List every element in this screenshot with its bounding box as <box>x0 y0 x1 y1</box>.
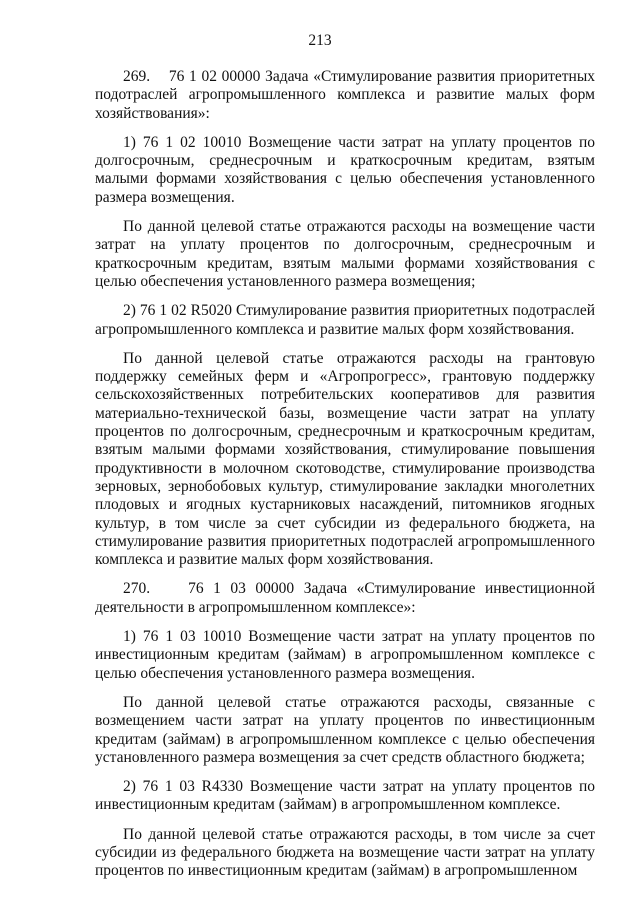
page-number: 213 <box>308 32 332 49</box>
item-76-1-03-10010: 1) 76 1 03 10010 Возмещение части затрат на уплату процентов по инвестиционным кредитам (займам) в агропромышленном комплексе с целью обеспечения установленного размера возмещения. <box>95 628 595 682</box>
document-body <box>95 68 595 892</box>
section-269-heading: 269. 76 1 02 00000 Задача «Стимулирование развития приоритетных подотраслей агропромышленного комплекса и развитие малых форм хозяйствования»: <box>95 68 595 122</box>
description-76-1-03-R4330: По данной целевой статье отражаются расходы, в том числе за счет субсидии из федерального бюджета на возмещение части затрат на уплату процентов по инвестиционным кредитам (займам) в агропромышленном <box>95 825 595 880</box>
item-76-1-02-10010: 1) 76 1 02 10010 Возмещение части затрат на уплату процентов по долгосрочным, среднесрочным и краткосрочным кредитам, взятым малыми формами хозяйствования с целью обеспечения установленного размера возмещения. <box>95 133 595 206</box>
description-76-1-03-10010: По данной целевой статье отражаются расходы, связанные с возмещением части затрат на уплату процентов по инвестиционным кредитам (займам) в агропромышленном комплексе с целью обеспечения установленного размера возмещения за счет средств областного бюджета; <box>95 693 595 766</box>
description-76-1-02-10010: По данной целевой статье отражаются расходы на возмещение части затрат на уплату процентов по долгосрочным, среднесрочным и краткосрочным кредитам, взятым малыми формами хозяйствования с целью обеспечения установленного размера возмещения; <box>95 218 595 290</box>
section-270-heading: 270. 76 1 03 00000 Задача «Стимулирование инвестиционной деятельности в агропромышленном комплексе»: <box>95 580 595 616</box>
item-76-1-03-R4330: 2) 76 1 03 R4330 Возмещение части затрат на уплату процентов по инвестиционным кредитам (займам) в агропромышленном комплексе. <box>95 778 595 814</box>
description-76-1-02-R5020: По данной целевой статье отражаются расходы на грантовую поддержку семейных ферм и «Агропрогресс», грантовую поддержку сельскохозяйственных потребительских кооперативов для развития материально-технической базы, возмещение части затрат на уплату процентов по долгосрочным, среднесрочным и краткосрочным кредитам, взятым малыми формами хозяйствования, стимулирование повышения продуктивности в молочном скотоводстве, стимулирование производства зерновых, зернобобовых культур, стимулирование закладки многолетних плодовых и ягодных кустарниковых насаждений, питомников ягодных культур, в том числе за счет субсидии из федерального бюджета, на стимулирование развития приоритетных подотраслей агропромышленного комплекса и развитие малых форм хозяйствования. <box>95 349 595 569</box>
item-76-1-02-R5020: 2) 76 1 02 R5020 Стимулирование развития приоритетных подотраслей агропромышленного комплекса и развитие малых форм хозяйствования. <box>95 302 595 338</box>
